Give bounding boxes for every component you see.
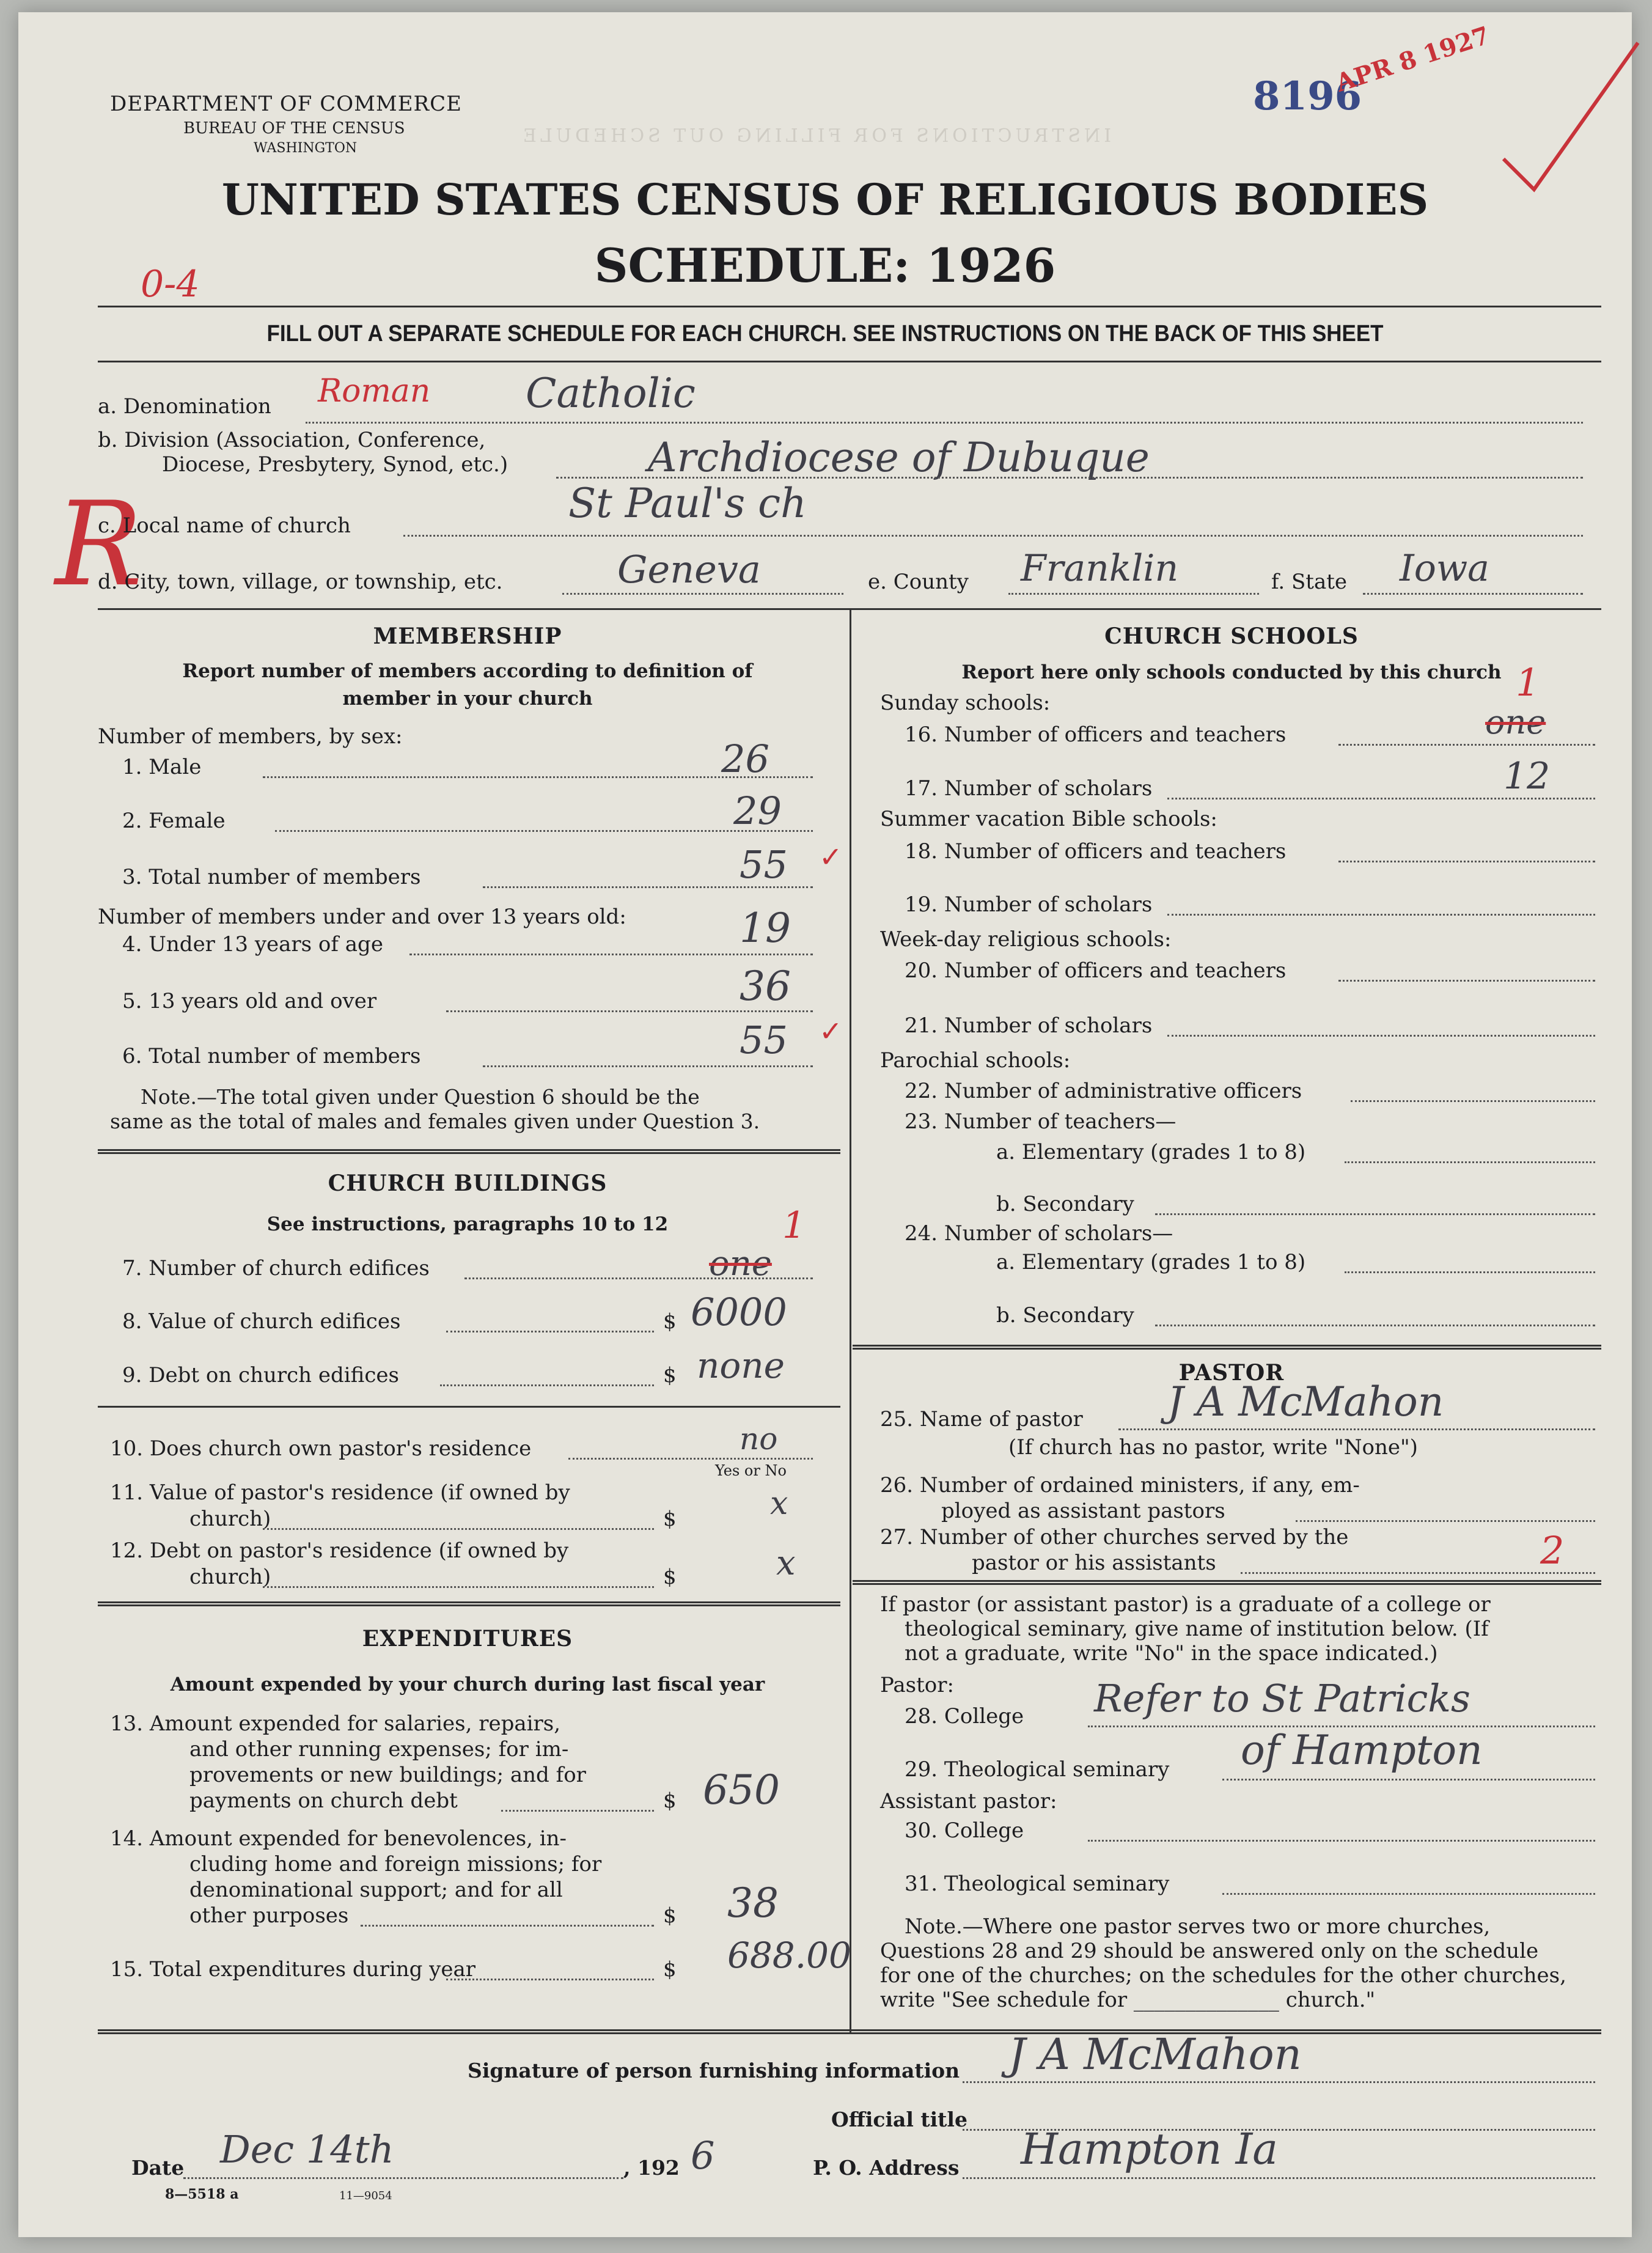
q2-line (275, 830, 813, 832)
division-value: Archdiocese of Dubuque (648, 434, 1150, 481)
denomination-line (306, 422, 1583, 424)
q11-label-2: church) (189, 1507, 271, 1531)
q24a-label: a. Elementary (grades 1 to 8) (996, 1250, 1306, 1274)
q22-label: 22. Number of administrative officers (905, 1079, 1302, 1103)
schools-sub: Report here only schools conducted by this church (961, 661, 1502, 683)
q11-label-1: 11. Value of pastor's residence (if owned by (110, 1480, 570, 1505)
q13-label-1: 13. Amount expended for salaries, repairs, (110, 1711, 561, 1736)
q29-line (1222, 1779, 1595, 1781)
q6-total-value: 55 (740, 1018, 788, 1062)
column-divider (850, 608, 851, 2032)
reverse-side-show-through: INSTRUCTIONS FOR FILLING OUT SCHEDULE (519, 125, 1112, 147)
q6-total-label: 6. Total number of members (122, 1044, 421, 1068)
age-heading: Number of members under and over 13 years old: (98, 905, 626, 929)
received-date-stamp: APR 8 1927 (1332, 21, 1494, 98)
form-number: 8—5518 a (165, 2186, 239, 2202)
pastor-mid-rule (853, 1580, 1601, 1585)
q12-label-2: church) (189, 1565, 271, 1589)
q17-label: 17. Number of scholars (905, 776, 1153, 801)
q10-value: no (740, 1421, 778, 1457)
q23b-label: b. Secondary (996, 1192, 1134, 1216)
city-line (562, 593, 843, 595)
fill-out-instruction: FILL OUT A SEPARATE SCHEDULE FOR EACH CHURCH. SEE INSTRUCTIONS ON THE BACK OF THIS SHEET (266, 321, 1384, 347)
pastor-note-2: Questions 28 and 29 should be answered only on the schedule (880, 1939, 1539, 1963)
city-value: Geneva (617, 547, 761, 592)
q7-label: 7. Number of church edifices (122, 1256, 430, 1281)
graduate-note-1: If pastor (or assistant pastor) is a graduate of a college or (880, 1592, 1491, 1617)
membership-note-2: same as the total of males and females given under Question 3. (110, 1109, 760, 1133)
print-number: 11—9054 (339, 2189, 392, 2202)
q20-label: 20. Number of officers and teachers (905, 958, 1287, 983)
date-label: Date (131, 2156, 185, 2180)
q30-line (1088, 1840, 1595, 1842)
q31-line (1222, 1893, 1595, 1895)
q21-label: 21. Number of scholars (905, 1013, 1153, 1038)
q15-line (446, 1979, 654, 1980)
graduate-note-3: not a graduate, write "No" in the space indicated.) (905, 1641, 1438, 1666)
q24-label: 24. Number of scholars— (905, 1221, 1173, 1246)
assistant-pastor-label: Assistant pastor: (880, 1789, 1057, 1814)
q26-label-1: 26. Number of ordained ministers, if any, em- (880, 1473, 1360, 1498)
q13-label-4: payments on church debt (189, 1788, 458, 1813)
q8-dollar: $ (663, 1309, 677, 1334)
state-value: Iowa (1400, 547, 1489, 590)
q27-label-1: 27. Number of other churches served by the (880, 1525, 1349, 1549)
sunday-schools-label: Sunday schools: (880, 691, 1051, 715)
buildings-bottom-rule (98, 1601, 840, 1606)
q7-red-value: 1 (782, 1204, 806, 1247)
buildings-mid-rule (98, 1406, 840, 1408)
q23a-line (1345, 1161, 1595, 1163)
parochial-schools-label: Parochial schools: (880, 1048, 1071, 1073)
q11-dollar: $ (663, 1507, 677, 1531)
year-value: 6 (691, 2133, 715, 2178)
q8-line (446, 1331, 654, 1332)
q19-line (1167, 914, 1595, 916)
year-prefix: , 192 (623, 2156, 680, 2180)
q17-value: 12 (1503, 755, 1551, 798)
q1-male-value: 26 (721, 737, 769, 781)
city-label: d. City, town, village, or township, etc. (98, 570, 503, 594)
q12-label-1: 12. Debt on pastor's residence (if owned by (110, 1538, 569, 1563)
q10-label: 10. Does church own pastor's residence (110, 1436, 532, 1461)
q13-label-3: provements or new buildings; and for (189, 1763, 586, 1787)
q14-value: 38 (727, 1880, 779, 1927)
q3-total-label: 3. Total number of members (122, 865, 421, 889)
q13-line (501, 1810, 654, 1812)
q16-red-value: 1 (1516, 660, 1540, 705)
q24b-line (1155, 1325, 1595, 1326)
q24a-line (1345, 1271, 1595, 1273)
q18-label: 18. Number of officers and teachers (905, 839, 1287, 864)
q26-label-2: ployed as assistant pastors (941, 1499, 1225, 1523)
division-label-1: b. Division (Association, Conference, (98, 428, 486, 452)
q29-value: of Hampton (1241, 1727, 1483, 1774)
q14-label-4: other purposes (189, 1903, 349, 1928)
bureau-city: WASHINGTON (254, 141, 358, 156)
denomination-value-prefix: Roman (318, 373, 431, 410)
q12-value: x (776, 1543, 796, 1583)
q9-label: 9. Debt on church edifices (122, 1363, 399, 1387)
summer-schools-label: Summer vacation Bible schools: (880, 807, 1217, 831)
q23a-label: a. Elementary (grades 1 to 8) (996, 1140, 1306, 1164)
pastor-sub-label: Pastor: (880, 1673, 954, 1697)
membership-sub-1: Report number of members according to definition of (182, 660, 753, 682)
q4-under13-label: 4. Under 13 years of age (122, 932, 383, 957)
q11-line (263, 1528, 654, 1530)
membership-sub-2: member in your church (342, 688, 593, 710)
q16-label: 16. Number of officers and teachers (905, 722, 1287, 747)
graduate-note-2: theological seminary, give name of institution below. (If (905, 1617, 1489, 1641)
q3-total-value: 55 (740, 842, 788, 887)
q9-value: none (697, 1345, 785, 1386)
membership-heading: MEMBERSHIP (373, 623, 562, 649)
q14-line (361, 1925, 654, 1927)
q23-label: 23. Number of teachers— (905, 1109, 1177, 1134)
header-rule-bottom (98, 361, 1601, 362)
q25-value: J A McMahon (1167, 1378, 1444, 1425)
code-mark: 0-4 (141, 263, 200, 306)
q5-line (446, 1010, 813, 1012)
q16-value: one (1485, 703, 1546, 741)
body-bottom-rule (98, 2029, 1601, 2034)
date-value: Dec 14th (220, 2127, 394, 2172)
q13-label-2: and other running expenses; for im- (189, 1737, 569, 1762)
census-form-page (18, 12, 1632, 2237)
bureau-name: BUREAU OF THE CENSUS (183, 119, 405, 138)
address-line (963, 2177, 1595, 2179)
q28-value: Refer to St Patricks (1094, 1676, 1470, 1721)
red-r-mark: R (55, 477, 143, 612)
q14-label-3: denominational support; and for all (189, 1878, 563, 1902)
q17-line (1167, 798, 1595, 799)
denomination-label: a. Denomination (98, 394, 271, 419)
q8-label: 8. Value of church edifices (122, 1309, 401, 1334)
schools-bottom-rule (853, 1345, 1601, 1350)
schools-heading: CHURCH SCHOOLS (1104, 623, 1359, 649)
checkmark-icon (1497, 37, 1644, 196)
q15-label: 15. Total expenditures during year (110, 1957, 476, 1982)
q1-male-label: 1. Male (122, 755, 202, 779)
q5-13plus-value: 36 (740, 963, 791, 1010)
address-value: Hampton Ia (1021, 2124, 1278, 2174)
q14-label-1: 14. Amount expended for benevolences, in- (110, 1826, 567, 1851)
q13-dollar: $ (663, 1788, 677, 1813)
q5-13plus-label: 5. 13 years old and over (122, 989, 377, 1013)
membership-bottom-rule (98, 1149, 840, 1154)
signature-line (963, 2081, 1595, 2083)
q2-female-label: 2. Female (122, 809, 226, 833)
q28-label: 28. College (905, 1704, 1024, 1729)
q4-under13-value: 19 (740, 905, 791, 952)
division-label-2: Diocese, Presbytery, Synod, etc.) (162, 452, 508, 477)
local-name-line (403, 535, 1583, 537)
q25-hint: (If church has no pastor, write "None") (1008, 1435, 1418, 1460)
buildings-sub: See instructions, paragraphs 10 to 12 (266, 1213, 669, 1235)
q10-line (568, 1458, 813, 1460)
q18-line (1338, 861, 1595, 862)
q7-value: one (709, 1244, 772, 1284)
q29-label: 29. Theological seminary (905, 1757, 1170, 1782)
q11-value: x (770, 1485, 788, 1522)
q19-label: 19. Number of scholars (905, 892, 1153, 917)
pastor-heading: PASTOR (1178, 1360, 1285, 1386)
state-label: f. State (1271, 570, 1347, 594)
weekday-schools-label: Week-day religious schools: (880, 927, 1172, 952)
date-line (183, 2177, 623, 2179)
signature-label: Signature of person furnishing information (468, 2059, 960, 2082)
stamp-number: 8196 (1253, 73, 1362, 119)
denomination-value: Catholic (526, 370, 696, 417)
q12-line (263, 1586, 654, 1588)
dept-name: DEPARTMENT OF COMMERCE (110, 92, 462, 116)
header-rule-top (98, 306, 1601, 307)
q14-label-2: cluding home and foreign missions; for (189, 1852, 602, 1876)
division-line (556, 477, 1583, 479)
q8-value: 6000 (691, 1290, 787, 1334)
q3-check-icon: ✓ (819, 840, 843, 873)
q31-label: 31. Theological seminary (905, 1872, 1170, 1896)
expenditures-sub: Amount expended by your church during last fiscal year (170, 1674, 765, 1696)
local-name-value: St Paul's ch (568, 480, 807, 527)
schedule-title: SCHEDULE: 1926 (594, 238, 1056, 293)
q9-dollar: $ (663, 1363, 677, 1387)
q4-line (409, 954, 813, 955)
q9-line (440, 1384, 654, 1386)
q21-line (1167, 1035, 1595, 1037)
signature-value: J A McMahon (1008, 2029, 1302, 2079)
q24b-label: b. Secondary (996, 1303, 1134, 1328)
county-value: Franklin (1021, 547, 1179, 590)
q23b-line (1155, 1213, 1595, 1215)
county-line (1008, 593, 1259, 595)
buildings-heading: CHURCH BUILDINGS (328, 1171, 608, 1196)
q27-label-2: pastor or his assistants (972, 1551, 1216, 1575)
official-title-label: Official title (831, 2108, 967, 2131)
pastor-note-4: write "See schedule for ______________ church." (880, 1988, 1376, 2012)
q12-dollar: $ (663, 1565, 677, 1589)
q27-value: 2 (1540, 1528, 1565, 1573)
q14-dollar: $ (663, 1903, 677, 1928)
state-line (1363, 593, 1583, 595)
pastor-note-1: Note.—Where one pastor serves two or more churches, (905, 1914, 1491, 1939)
q16-line (1338, 744, 1595, 746)
q6-line (483, 1065, 813, 1067)
q20-line (1338, 980, 1595, 982)
q25-line (1118, 1428, 1595, 1430)
form-title: UNITED STATES CENSUS OF RELIGIOUS BODIES (221, 174, 1429, 225)
membership-note-1: Note.—The total given under Question 6 should be the (141, 1085, 700, 1109)
address-label: P. O. Address (813, 2156, 960, 2180)
q6-check-icon: ✓ (819, 1015, 843, 1048)
pastor-note-3: for one of the churches; on the schedules for the other churches, (880, 1963, 1566, 1988)
q25-label: 25. Name of pastor (880, 1407, 1083, 1432)
q26-line (1296, 1520, 1595, 1522)
q15-value: 688.00 (727, 1935, 851, 1976)
county-label: e. County (868, 570, 969, 594)
q2-female-value: 29 (733, 788, 782, 833)
q30-label: 30. College (905, 1818, 1024, 1843)
expenditures-heading: EXPENDITURES (362, 1626, 573, 1652)
local-name-label: c. Local name of church (98, 513, 351, 538)
q15-dollar: $ (663, 1957, 677, 1982)
members-by-sex-label: Number of members, by sex: (98, 724, 403, 749)
q10-hint: Yes or No (715, 1462, 787, 1479)
q22-line (1351, 1100, 1595, 1102)
q13-value: 650 (703, 1766, 780, 1814)
